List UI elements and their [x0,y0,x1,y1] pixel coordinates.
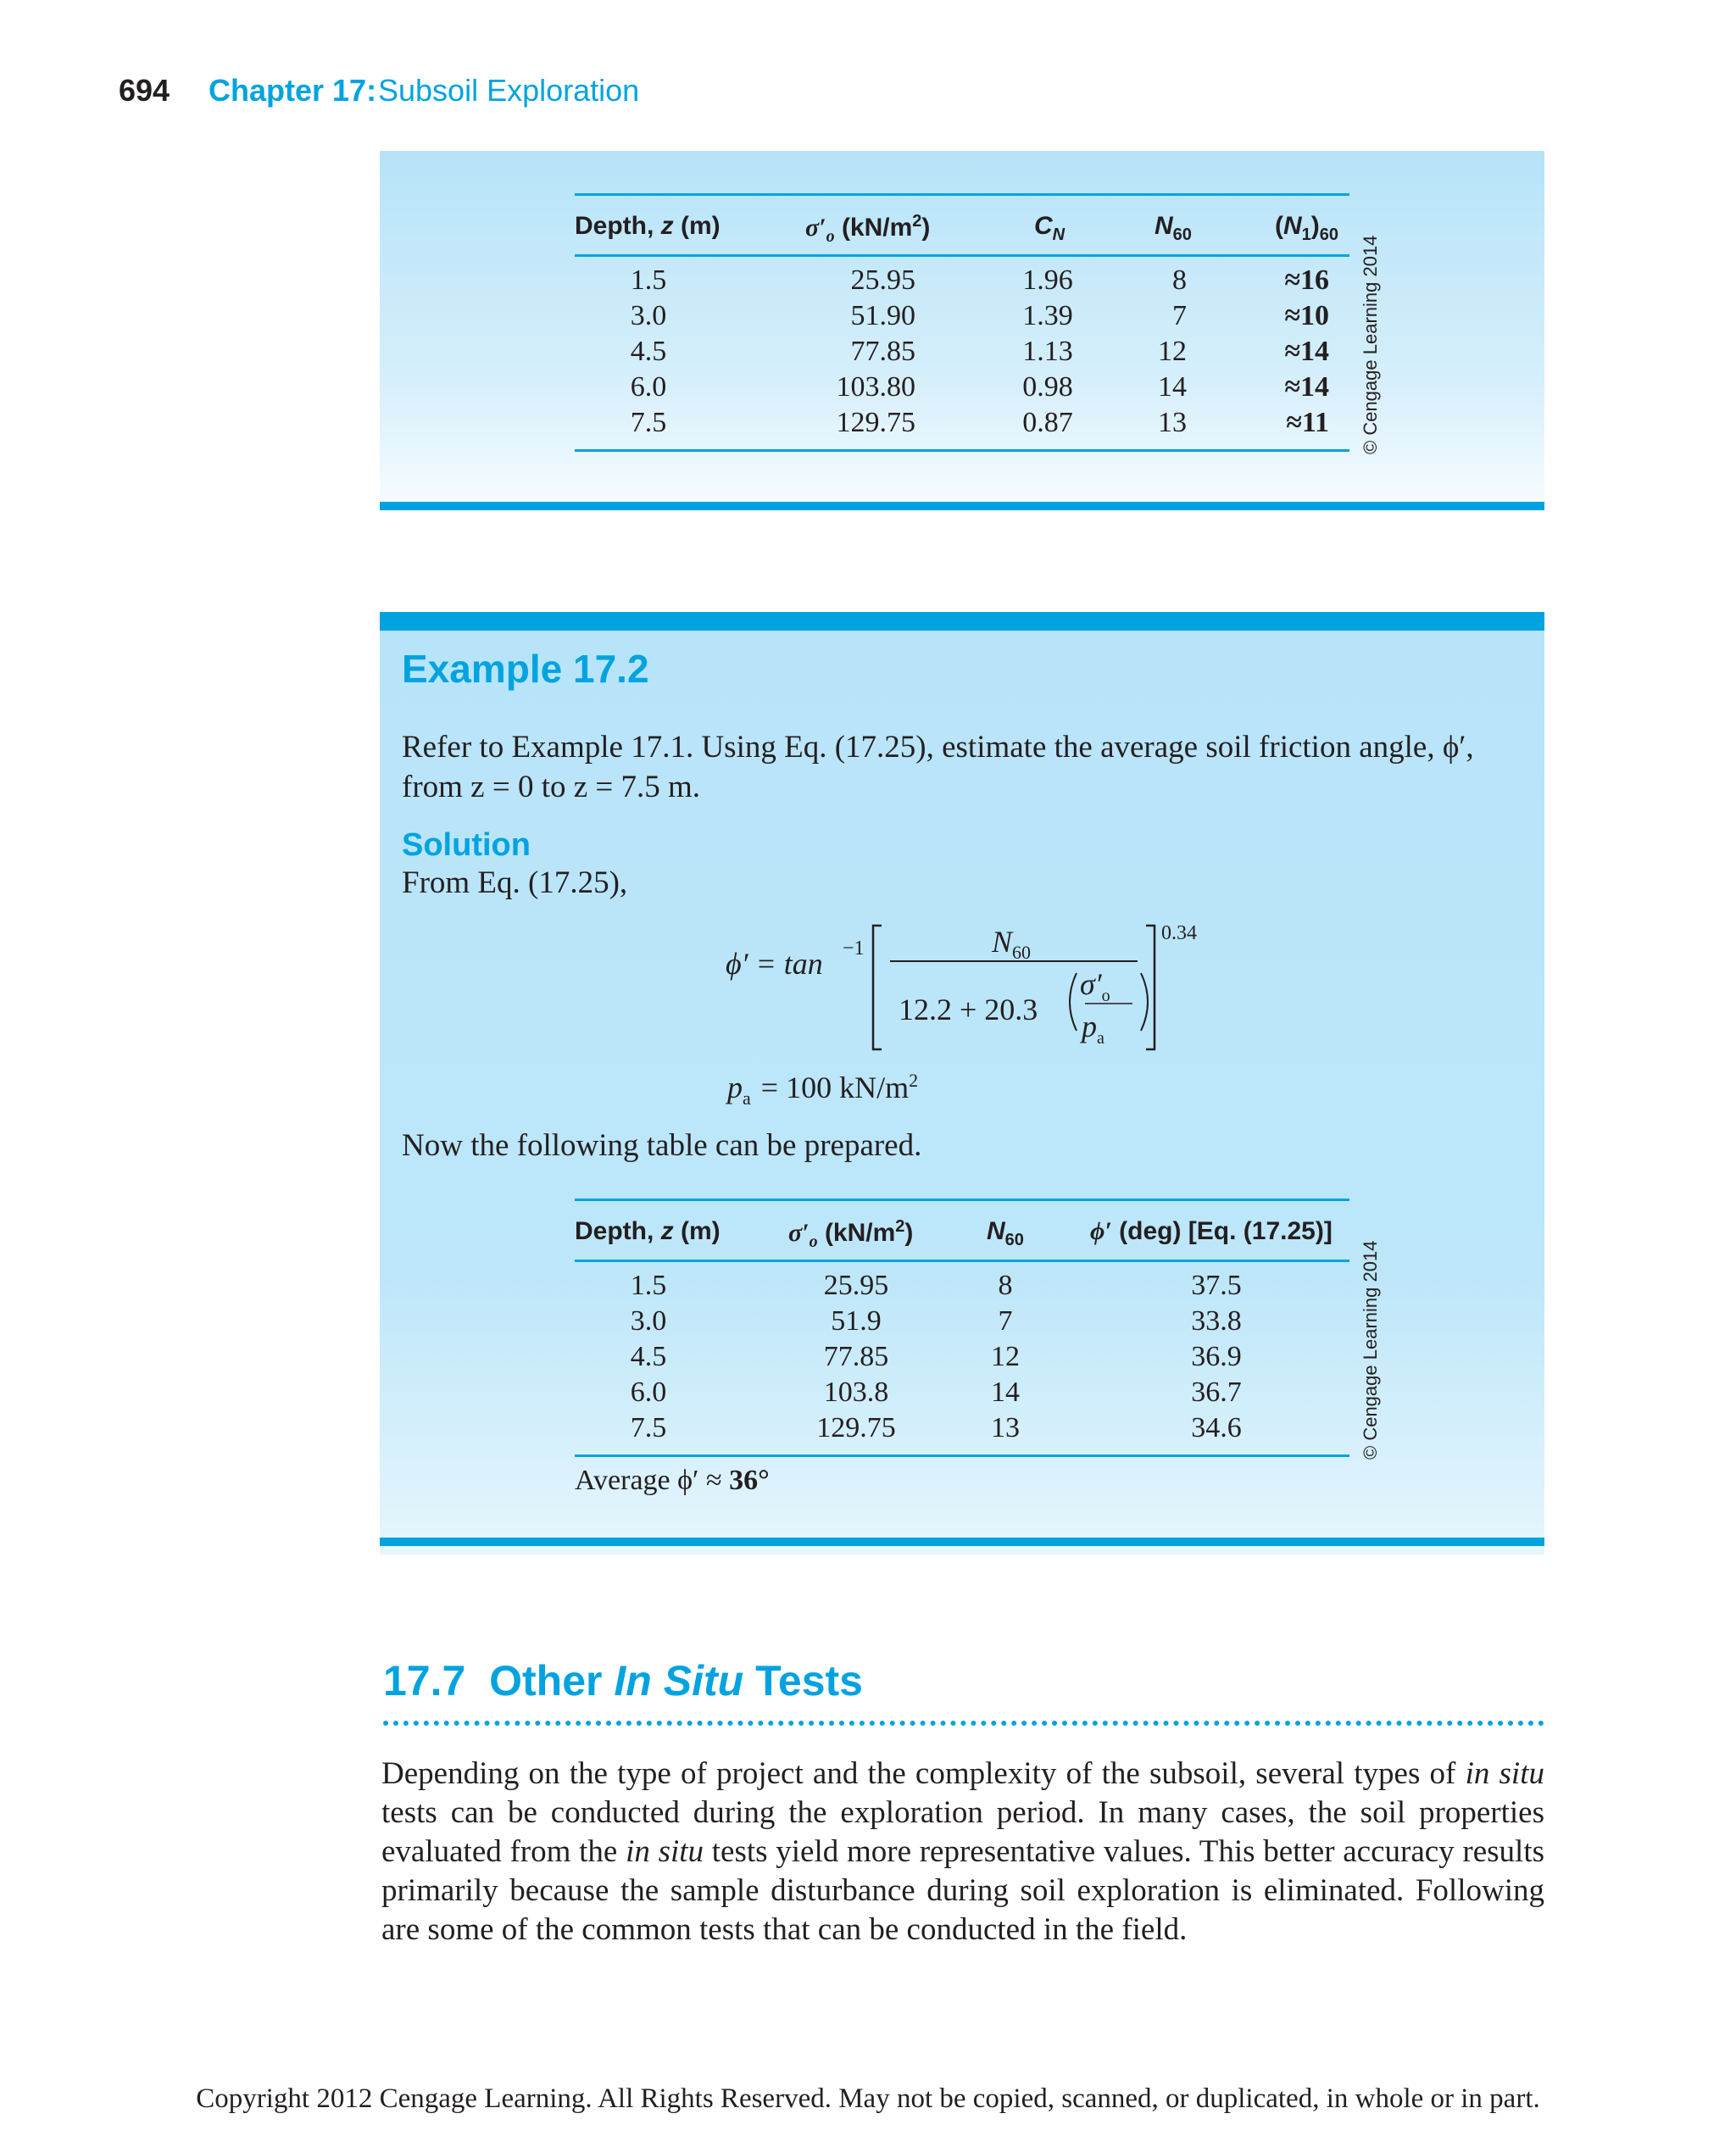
solution-title: Solution [402,827,531,863]
equation-numerator [992,924,1031,964]
table1-header-depth: Depth, z (m) [575,212,721,240]
equation-pa: p [1082,1010,1097,1043]
equation-frac-bottom [1082,1009,1104,1048]
section-title-b: In Situ [614,1657,744,1705]
table2-top-rule [575,1199,1349,1201]
equation-denominator: 12.2 + 20.3 [899,993,1038,1026]
table1-bottom-rule [575,449,1349,452]
example-title: Example 17.2 [402,647,649,691]
table1-cell: 1.5 [630,264,667,296]
table1-cell: ≈16 [1284,264,1329,296]
table1-cell: ≈11 [1286,407,1329,438]
table2-cell: 36.9 [1191,1341,1242,1372]
table1-cell: ≈14 [1284,336,1329,367]
table1-cell: 1.39 [1022,300,1073,331]
example-box-bottom-bar [380,1538,1544,1546]
equation-lhs-text: ϕ′ = tan [726,947,823,981]
equation-pa-sub: a [1097,1029,1104,1048]
table2-cell: 25.95 [823,1270,889,1301]
table1-cell: 6.0 [630,371,667,403]
para-italic-1: in situ [1465,1756,1544,1791]
table1-cell: 14 [1158,371,1187,403]
para-text-3: tests yield more representative values. This better accuracy results primarily because the sample disturbance during soil exploration is eliminated. Following are some of the common tests that can be conducted in the field. [381,1834,1544,1947]
chapter-title: Subsoil Exploration [378,73,640,108]
table1-cell: 4.5 [630,336,667,367]
table1-header-cn: $C_N$ [1034,212,1066,244]
table2-cell: 12 [991,1341,1020,1372]
table1-cell: ≈10 [1284,300,1329,331]
table1-cell: 77.85 [850,336,915,367]
table1-col-n160 [1255,263,1329,441]
table1-cell: 1.96 [1022,264,1073,296]
equation-sigma-sub: o [1101,987,1110,1006]
page-number: 694 [119,73,170,108]
table2-col-phi [1178,1268,1255,1446]
table2-cell: 36.7 [1191,1377,1242,1408]
table1-credit: © Cengage Learning 2014 [1360,235,1381,454]
solution-intro: From Eq. (17.25), [402,865,628,900]
table2-col-stress [805,1268,907,1446]
table1-header-n160: $(N_1)_{60}$ [1275,212,1339,244]
table-intro: Now the following table can be prepared. [402,1128,922,1163]
equation-numerator-sub: 60 [1012,942,1032,964]
pa-equation [727,1070,918,1110]
table2-cell: 3.0 [630,1305,667,1337]
table1-col-n60 [1136,263,1187,441]
table1-cell: 8 [1172,264,1187,296]
table1-header-rule [575,254,1349,257]
table1-cell: 7 [1172,300,1187,331]
table2-cell: 37.5 [1191,1270,1242,1301]
table2-col-n60 [971,1268,1039,1446]
table1-header-n60: $N_{60}$ [1155,212,1192,244]
table1-cell: 12 [1158,336,1187,367]
pa-value: = 100 kN/m [760,1071,910,1104]
chapter-label: Chapter 17: [209,73,377,108]
table2-header-stress: $\sigma'_o$ $(kN/m^2)$ [788,1217,914,1251]
table2-cell: 7.5 [630,1412,667,1443]
table1-cell: 103.80 [836,371,915,403]
table2-cell: 7 [998,1305,1013,1337]
para-italic-2: in situ [626,1834,704,1869]
table1-col-depth [610,263,687,441]
table1-cell: 3.0 [630,300,667,331]
table2-cell: 34.6 [1191,1412,1242,1443]
para-text-1: Depending on the type of project and the complexity of the subsoil, several types of [381,1756,1456,1791]
table2-cell: 8 [998,1270,1013,1301]
section-dotted-rule [383,1721,1544,1726]
pa-exp: 2 [909,1070,919,1091]
table1-cell: ≈14 [1284,371,1329,403]
table2-cell: 33.8 [1191,1305,1242,1337]
table1-cell: 25.95 [850,264,915,296]
table1-cell: 0.98 [1022,371,1073,403]
table2-cell: 14 [991,1377,1020,1408]
equation-lhs [726,946,823,982]
table1-cell: 0.87 [1022,407,1073,438]
table1-header-stress: $\sigma'_o$ $(kN/m^2)$ [805,212,931,246]
table2-header-n60: $N_{60}$ [987,1217,1024,1249]
table2-credit: © Cengage Learning 2014 [1360,1240,1381,1460]
table2-cell: 1.5 [630,1270,667,1301]
table2-cell: 77.85 [823,1341,889,1372]
table1-col-cn [1005,263,1090,441]
table1-col-stress [814,263,915,441]
table2-cell: 103.8 [823,1377,889,1408]
table1-cell: 129.75 [836,407,915,438]
average-phi-value: 36° [729,1465,770,1496]
table2-header-rule [575,1260,1349,1262]
table2-header-phi: ϕ′ (deg) [Eq. (17.25)] [1090,1217,1333,1245]
section-paragraph [381,1755,1544,1950]
table1-cell: 7.5 [630,407,667,438]
table2-col-depth [610,1268,687,1446]
equation-frac-top [1080,966,1110,1006]
table2-bottom-rule [575,1455,1349,1457]
table2-cell: 13 [991,1412,1020,1443]
section-number: 17.7 [383,1657,466,1705]
table1-box-bottom-bar [380,502,1544,510]
copyright-footer: Copyright 2012 Cengage Learning. All Rights Reserved. May not be copied, scanned, or duplicated, in whole or in part. [196,2083,1540,2114]
table2-header-depth: Depth, z (m) [575,1217,721,1245]
pa-symbol: p [727,1071,743,1104]
example-box-top-bar [380,612,1544,631]
equation-sigma: σ′ [1080,967,1102,1001]
example-problem-line2: from z = 0 to z = 7.5 m. [402,770,701,804]
section-title-a: Other [489,1657,603,1705]
table2-cell: 51.9 [831,1305,882,1337]
section-title-c: Tests [755,1657,863,1705]
average-phi-label: Average ϕ′ ≈ [575,1465,722,1496]
example-problem-line1: Refer to Example 17.1. Using Eq. (17.25), estimate the average soil friction angle, ϕ′, [402,730,1474,765]
para-text-2: tests can be conducted during the exploration period. In many cases, the soil properties evaluated from the [381,1795,1544,1869]
average-phi [575,1465,770,1497]
table2-cell: 129.75 [816,1412,896,1443]
table1-cell: 1.13 [1022,336,1073,367]
table1-cell: 51.90 [850,300,915,331]
table1-cell: 13 [1158,407,1187,438]
table1-top-rule [575,193,1349,196]
equation-power: 0.34 [1161,922,1197,944]
pa-sub: a [743,1087,751,1110]
equation-numerator-n: N [992,925,1013,959]
table2-cell: 6.0 [630,1377,667,1408]
section-heading [383,1656,863,1705]
equation-inverse: −1 [843,937,865,959]
table2-cell: 4.5 [630,1341,667,1372]
